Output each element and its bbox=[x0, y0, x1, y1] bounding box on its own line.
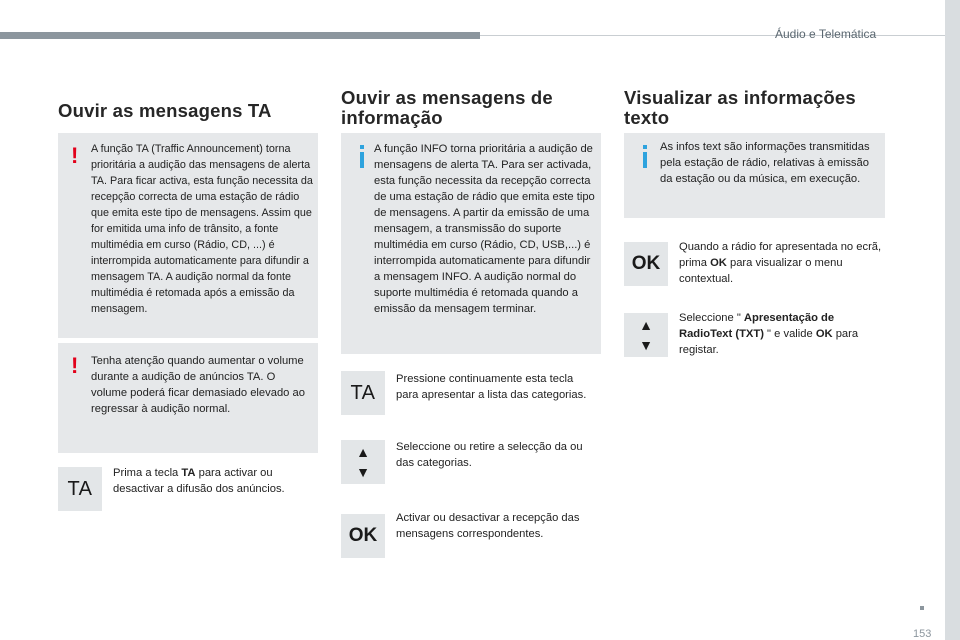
col2-info-box bbox=[341, 133, 601, 354]
ta-key-icon: TA bbox=[341, 371, 385, 415]
col2-info-text: A função INFO torna prioritária a audição de mensagens de alerta TA. Para ser activada, esta função necessita da recepção correcta de uma estação de rádio que emita este tipo de mensagens. A partir da emissão de uma mensagem, a transmissão do suporte multimédia em curso (Rádio, CD, USB,...) é interrompida automaticamente para difundir a mensagem INFO. A audição normal do suporte multimédia é retomada quando a emissão da mensagem terminar. bbox=[374, 143, 595, 315]
col3-heading: Visualizar as informações texto bbox=[624, 87, 856, 128]
col1-alert-text: A função TA (Traffic Announcement) torna prioritária a audição das mensagens de alerta TA. Para ficar activa, esta função necessita da recepção correcta de uma estação de rádio que emita este tipo de mensagens. Assim que for emitida uma info de trânsito, a fonte multimédia em curso (Rádio, CD, ...) é interrompida automaticamente para difundir a mensagem TA. A audição normal da fonte multimédia é retomada após a emissão da mensagem. bbox=[91, 143, 313, 315]
warning-icon: ! bbox=[71, 353, 79, 378]
col3-info-box bbox=[624, 133, 885, 218]
page-number: 153 bbox=[913, 628, 932, 640]
col1-alert-text-2: Tenha atenção quando aumentar o volume durante a audição de anúncios TA. O volume poderá ficar demasiado elevado ao regressar à audição normal. bbox=[91, 355, 305, 415]
page-edge-strip bbox=[945, 0, 960, 640]
col2-step3-text: Activar ou desactivar a recepção das mensagens correspondentes. bbox=[396, 512, 580, 540]
col1-heading: Ouvir as mensagens TA bbox=[58, 100, 272, 121]
col2-heading: Ouvir as mensagens de informação bbox=[341, 87, 553, 128]
col2-step2-text: Seleccione ou retire a selecção da ou das categorias. bbox=[396, 441, 583, 469]
ok-key-icon: OK bbox=[341, 514, 385, 558]
col3-step1-text: Quando a rádio for apresentada no ecrã, prima OK para visualizar o menu contextual. bbox=[679, 241, 882, 285]
footer-dot bbox=[920, 606, 924, 610]
header-bar bbox=[0, 32, 480, 39]
up-down-arrows-icon: ▲ ▼ bbox=[624, 313, 668, 357]
col1-step-text: Prima a tecla TA para activar ou desactivar a difusão dos anúncios. bbox=[113, 467, 285, 495]
col3-info-text: As infos text são informações transmitidas pela estação de rádio, relativas à emissão da estação ou da música, em execução. bbox=[660, 141, 870, 185]
section-title: Áudio e Telemática bbox=[775, 27, 877, 41]
info-icon bbox=[643, 152, 647, 168]
info-icon bbox=[360, 152, 364, 168]
col1-alert-box bbox=[58, 133, 318, 338]
col3-step2-text: Seleccione " Apresentação de RadioText (TXT) " e valide OK para registar. bbox=[679, 312, 859, 356]
up-down-arrows-icon: ▲ ▼ bbox=[341, 440, 385, 484]
col1-alert-box-2 bbox=[58, 343, 318, 453]
ta-key-icon: TA bbox=[58, 467, 102, 511]
ok-key-icon: OK bbox=[624, 242, 668, 286]
col2-step1-text: Pressione continuamente esta tecla para apresentar a lista das categorias. bbox=[396, 373, 587, 401]
warning-icon: ! bbox=[71, 143, 79, 168]
